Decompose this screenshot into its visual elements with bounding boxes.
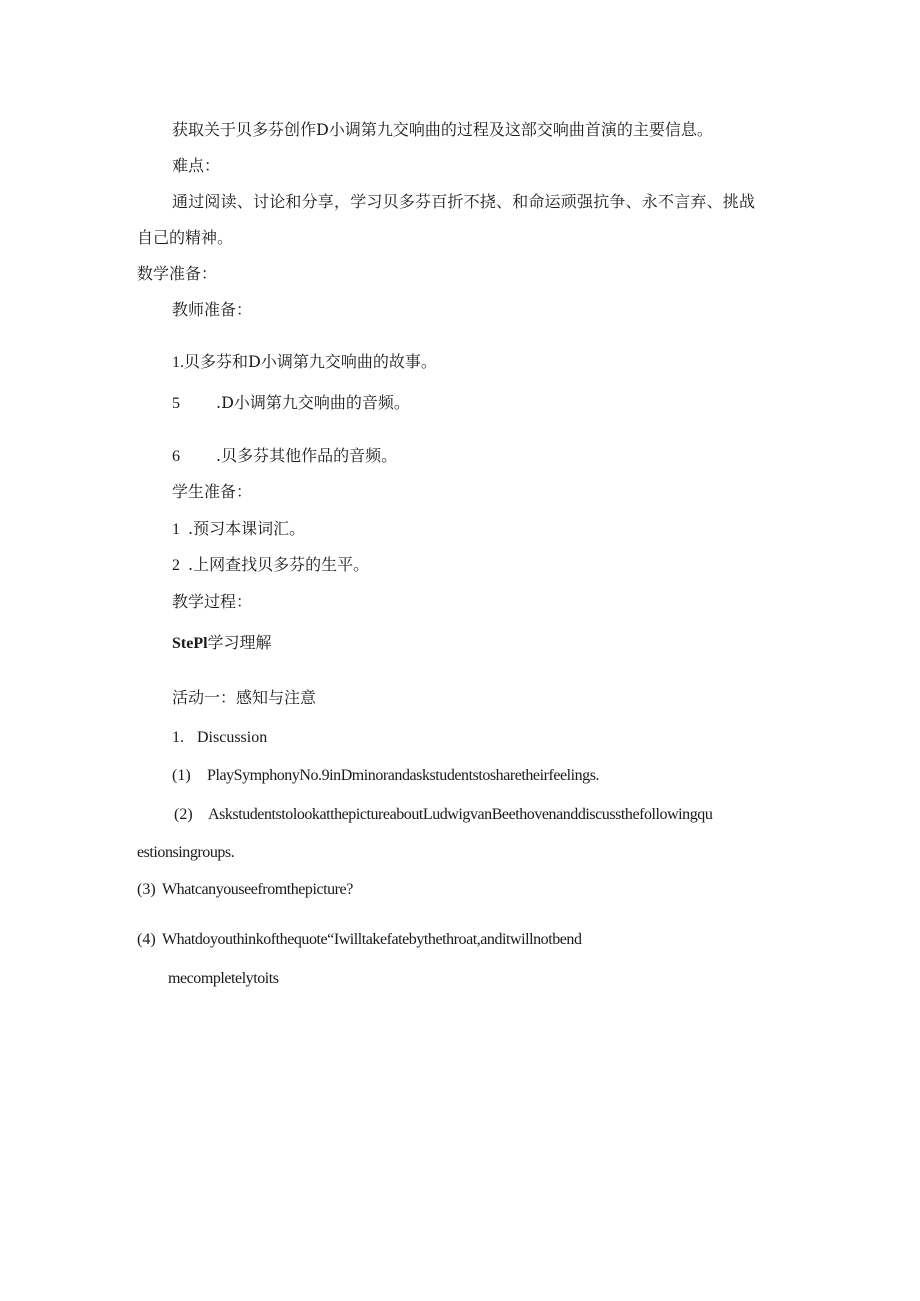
teacher-item-1-num: 1. bbox=[172, 354, 184, 371]
step-label-cn: 学习理解 bbox=[207, 633, 272, 652]
question-3-text: Whatcanyouseefromthepicture? bbox=[162, 881, 353, 898]
activity-heading: 活动一：感知与注意 bbox=[172, 688, 317, 707]
preparation-heading: 数学准备： bbox=[137, 264, 218, 283]
question-2-num: (2) bbox=[174, 806, 193, 823]
teacher-item-3-text: .贝多芬其他作品的音频。 bbox=[216, 446, 398, 465]
step-heading bbox=[172, 633, 272, 654]
question-4-text: Whatdoyouthinkofthequote“Iwilltakefatebythethroat,anditwillnotbend bbox=[162, 931, 582, 948]
discussion-item bbox=[172, 728, 267, 748]
student-item-2 bbox=[172, 555, 369, 576]
teacher-item-1 bbox=[172, 352, 437, 373]
question-4 bbox=[137, 930, 582, 950]
question-2-text: AskstudentstolookatthepictureaboutLudwigvanBeethovenanddiscussthefollowingqu bbox=[208, 806, 713, 823]
question-4-num: (4) bbox=[137, 931, 156, 948]
difficulty-heading: 难点： bbox=[172, 156, 221, 175]
question-4-text-continuation: mecompletelytoits bbox=[168, 970, 279, 987]
question-3 bbox=[137, 880, 353, 900]
discussion-num: 1. bbox=[172, 729, 184, 746]
question-1-text: PlaySymphonyNo.9inDminorandaskstudentstosharetheirfeelings. bbox=[207, 767, 600, 784]
teacher-item-2 bbox=[172, 393, 410, 414]
teacher-item-3 bbox=[172, 446, 397, 467]
student-item-2-text: .上网查找贝多芬的生平。 bbox=[188, 555, 370, 574]
student-item-1-text: .预习本课词汇。 bbox=[188, 519, 306, 538]
question-2-text-continuation: estionsingroups. bbox=[137, 844, 235, 861]
teacher-item-3-num: 6 bbox=[172, 448, 180, 465]
teacher-item-2-num: 5 bbox=[172, 395, 180, 412]
difficulty-text-line2: 自己的精神。 bbox=[137, 228, 234, 247]
teacher-item-1-text: 贝多芬和D小调第九交响曲的故事。 bbox=[184, 352, 437, 371]
teacher-item-2-text: .D小调第九交响曲的音频。 bbox=[216, 393, 410, 412]
difficulty-text-line1: 通过阅读、讨论和分享，学习贝多芬百折不挠、和命运顽强抗争、永不言弃、挑战 bbox=[172, 192, 756, 211]
student-item-1-num: 1 bbox=[172, 521, 180, 538]
student-item-1 bbox=[172, 519, 305, 540]
question-1 bbox=[172, 766, 599, 786]
objective-continuation: 获取关于贝多芬创作D小调第九交响曲的过程及这部交响曲首演的主要信息。 bbox=[172, 120, 713, 139]
discussion-label: Discussion bbox=[197, 729, 268, 746]
question-2 bbox=[174, 805, 712, 825]
process-heading: 教学过程： bbox=[172, 592, 253, 611]
teacher-prep-heading: 教师准备： bbox=[172, 300, 253, 319]
student-item-2-num: 2 bbox=[172, 557, 180, 574]
question-1-num: (1) bbox=[172, 767, 191, 784]
question-3-num: (3) bbox=[137, 881, 156, 898]
student-prep-heading: 学生准备： bbox=[172, 482, 253, 501]
step-label-en: StePl bbox=[172, 635, 208, 652]
